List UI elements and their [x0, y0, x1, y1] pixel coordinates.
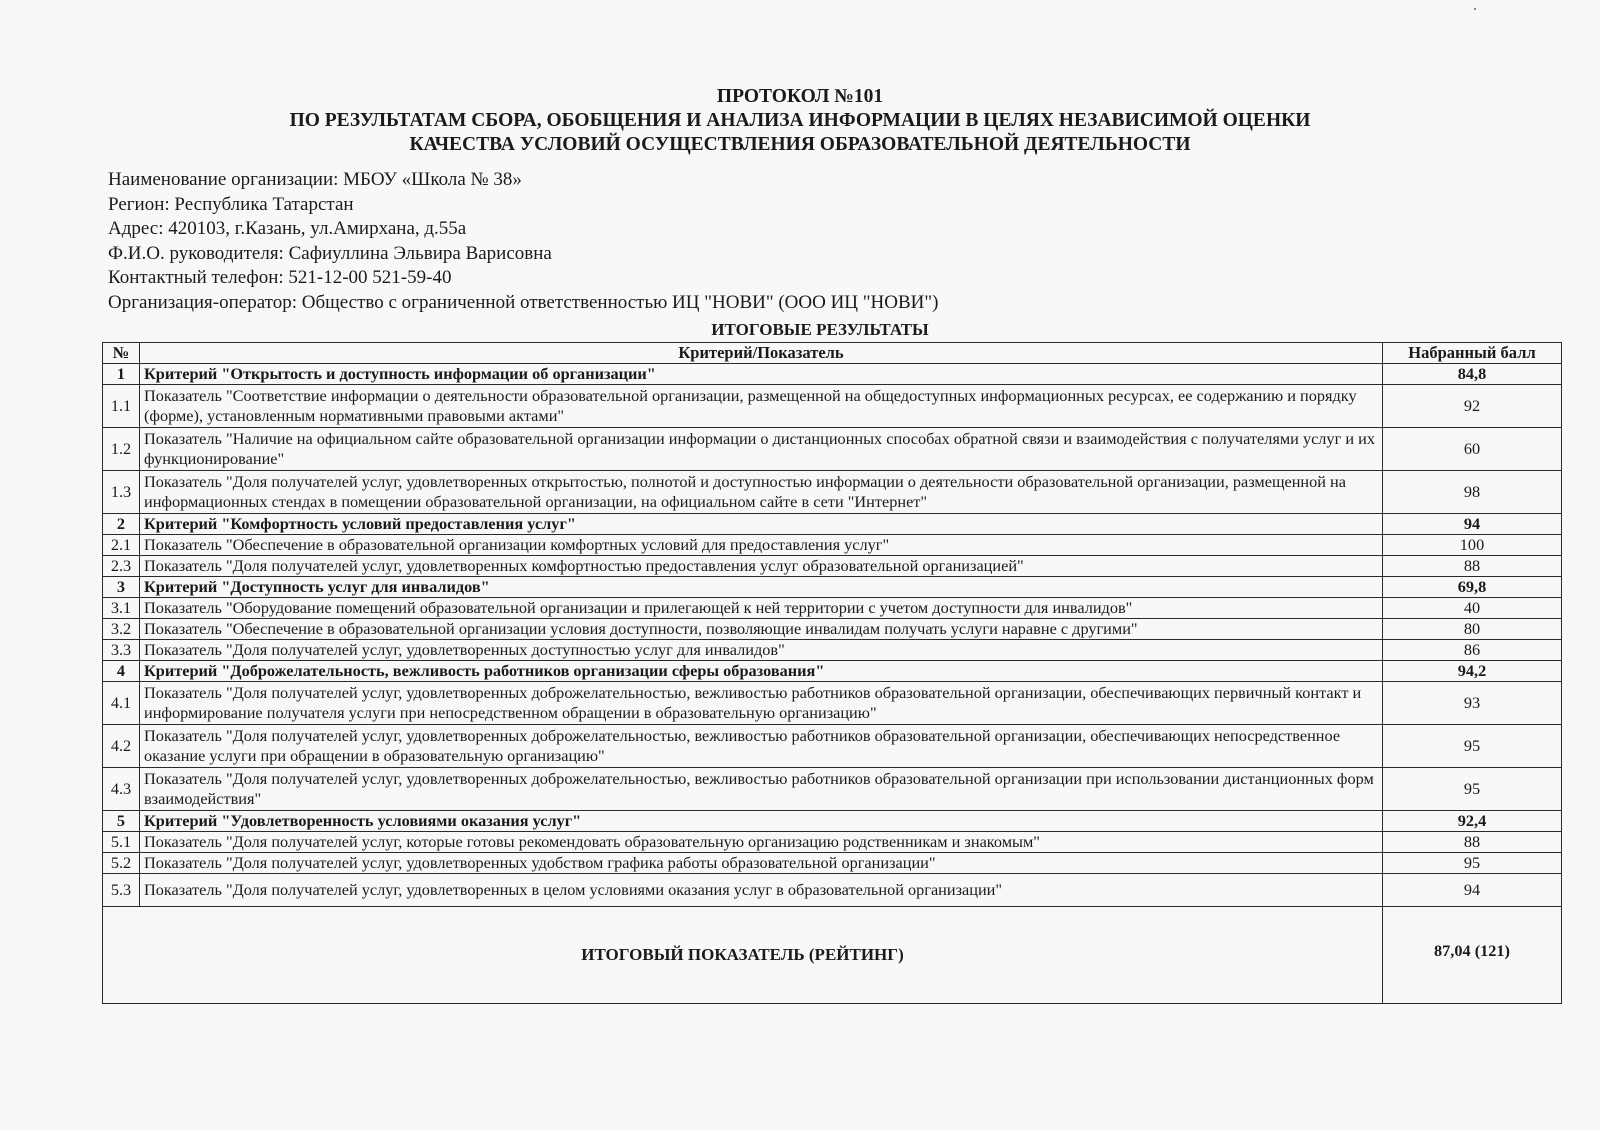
title-line-1: ПРОТОКОЛ №101: [716, 86, 884, 107]
row-score: 88: [1383, 832, 1562, 853]
row-score: 92,4: [1383, 811, 1562, 832]
final-rating-row: [103, 907, 1562, 1004]
row-score: 92: [1383, 385, 1562, 428]
row-score: 80: [1383, 619, 1562, 640]
row-text: Показатель "Доля получателей услуг, удовлетворенных комфортностью предоставления услуг образовательной организацией": [140, 556, 1383, 577]
row-text: Показатель "Соответствие информации о деятельности образовательной организации, размещенной на общедоступных информационных ресурсах, ее содержанию и порядку (форме), установленным нормативными правовыми актами": [140, 385, 1383, 428]
row-score: 95: [1383, 768, 1562, 811]
address: Адрес: 420103, г.Казань, ул.Амирхана, д.55а: [108, 218, 467, 239]
row-number: 4: [103, 661, 140, 682]
row-number: 1.2: [103, 428, 140, 471]
indicator-row: [103, 874, 1562, 907]
criterion-row: [103, 364, 1562, 385]
row-text: Показатель "Доля получателей услуг, удовлетворенных доброжелательностью, вежливостью работников образовательной организации, обеспечивающих непосредственное оказание услуги при обращении в образовательную организацию": [140, 725, 1383, 768]
final-rating-label: ИТОГОВЫЙ ПОКАЗАТЕЛЬ (РЕЙТИНГ): [103, 907, 1383, 1004]
row-text: Показатель "Доля получателей услуг, удовлетворенных доступностью услуг для инвалидов": [140, 640, 1383, 661]
row-text: Показатель "Доля получателей услуг, которые готовы рекомендовать образовательную организацию родственникам и знакомым": [140, 832, 1383, 853]
row-number: 2.1: [103, 535, 140, 556]
indicator-row: [103, 535, 1562, 556]
region: Регион: Республика Татарстан: [108, 193, 354, 215]
indicator-row: [103, 725, 1562, 768]
row-number: 1: [103, 364, 140, 385]
row-number: 4.1: [103, 682, 140, 725]
indicator-row: [103, 428, 1562, 471]
row-text: Показатель "Наличие на официальном сайте образовательной организации информации о дистанционных способах обратной связи и взаимодействия с получателями услуг и их функционирование": [140, 428, 1383, 471]
results-heading: ИТОГОВЫЕ РЕЗУЛЬТАТЫ: [711, 320, 929, 339]
criterion-row: [103, 577, 1562, 598]
operator-organization: Организация-оператор: Общество с ограниченной ответственностью ИЦ "НОВИ" (ООО ИЦ "НОВИ"): [108, 291, 939, 313]
row-text: Показатель "Доля получателей услуг, удовлетворенных открытостью, полнотой и доступностью информации о деятельности образовательной организации, размещенной на информационных стендах в помещении образовательной организации, на официальном сайте в сети "Интернет": [140, 471, 1383, 514]
row-number: 4.2: [103, 725, 140, 768]
row-score: 94: [1383, 874, 1562, 907]
row-score: 93: [1383, 682, 1562, 725]
organization-info: [108, 168, 938, 315]
table-header-row: [103, 343, 1562, 364]
row-number: 1.1: [103, 385, 140, 428]
column-header-number: №: [103, 343, 140, 364]
row-number: 3.1: [103, 598, 140, 619]
indicator-row: [103, 640, 1562, 661]
row-text: Показатель "Обеспечение в образовательной организации комфортных условий для предоставления услуг": [140, 535, 1383, 556]
row-text: Критерий "Комфортность условий предоставления услуг": [140, 514, 1383, 535]
indicator-row: [103, 853, 1562, 874]
row-score: 94,2: [1383, 661, 1562, 682]
criterion-row: [103, 514, 1562, 535]
row-score: 86: [1383, 640, 1562, 661]
document-title: [0, 85, 1600, 157]
row-number: 5.2: [103, 853, 140, 874]
organization-name: Наименование организации: МБОУ «Школа № 38»: [108, 169, 522, 190]
criterion-row: [103, 661, 1562, 682]
row-number: 5: [103, 811, 140, 832]
indicator-row: [103, 682, 1562, 725]
row-text: Критерий "Доступность услуг для инвалидов": [140, 577, 1383, 598]
criterion-row: [103, 811, 1562, 832]
row-score: 84,8: [1383, 364, 1562, 385]
row-text: Показатель "Доля получателей услуг, удовлетворенных в целом условиями оказания услуг в образовательной организации": [140, 874, 1383, 907]
title-line-3: КАЧЕСТВА УСЛОВИЙ ОСУЩЕСТВЛЕНИЯ ОБРАЗОВАТЕЛЬНОЙ ДЕЯТЕЛЬНОСТИ: [409, 134, 1191, 155]
indicator-row: [103, 385, 1562, 428]
row-score: 95: [1383, 725, 1562, 768]
row-number: 5.3: [103, 874, 140, 907]
row-score: 94: [1383, 514, 1562, 535]
row-score: 40: [1383, 598, 1562, 619]
row-text: Показатель "Доля получателей услуг, удовлетворенных удобством графика работы образовательной организации": [140, 853, 1383, 874]
indicator-row: [103, 768, 1562, 811]
row-score: 88: [1383, 556, 1562, 577]
row-score: 60: [1383, 428, 1562, 471]
contact-phone: Контактный телефон: 521-12-00 521-59-40: [108, 267, 452, 288]
column-header-score: Набранный балл: [1383, 343, 1562, 364]
row-score: 100: [1383, 535, 1562, 556]
row-number: 4.3: [103, 768, 140, 811]
row-text: Показатель "Доля получателей услуг, удовлетворенных доброжелательностью, вежливостью работников образовательной организации, обеспечивающих первичный контакт и информирование получателя услуги при непосредственном обращении в образовательную организацию": [140, 682, 1383, 725]
row-text: Критерий "Удовлетворенность условиями оказания услуг": [140, 811, 1383, 832]
row-number: 2: [103, 514, 140, 535]
indicator-row: [103, 619, 1562, 640]
indicator-row: [103, 598, 1562, 619]
row-text: Показатель "Доля получателей услуг, удовлетворенных доброжелательностью, вежливостью работников образовательной организации при использовании дистанционных форм взаимодействия": [140, 768, 1383, 811]
column-header-criterion: Критерий/Показатель: [140, 343, 1383, 364]
row-number: 3.2: [103, 619, 140, 640]
row-text: Критерий "Открытость и доступность информации об организации": [140, 364, 1383, 385]
row-number: 5.1: [103, 832, 140, 853]
row-score: 95: [1383, 853, 1562, 874]
row-text: Критерий "Доброжелательность, вежливость работников организации сферы образования": [140, 661, 1383, 682]
row-number: 3.3: [103, 640, 140, 661]
row-text: Показатель "Обеспечение в образовательной организации условия доступности, позволяющие инвалидам получать услуги наравне с другими": [140, 619, 1383, 640]
row-text: Показатель "Оборудование помещений образовательной организации и прилегающей к ней территории с учетом доступности для инвалидов": [140, 598, 1383, 619]
row-score: 98: [1383, 471, 1562, 514]
row-number: 3: [103, 577, 140, 598]
indicator-row: [103, 832, 1562, 853]
final-rating-score: 87,04 (121): [1383, 907, 1562, 1004]
row-score: 69,8: [1383, 577, 1562, 598]
indicator-row: [103, 556, 1562, 577]
indicator-row: [103, 471, 1562, 514]
title-line-2: ПО РЕЗУЛЬТАТАМ СБОРА, ОБОБЩЕНИЯ И АНАЛИЗА ИНФОРМАЦИИ В ЦЕЛЯХ НЕЗАВИСИМОЙ ОЦЕНКИ: [289, 110, 1311, 131]
row-number: 2.3: [103, 556, 140, 577]
scan-speck: [1474, 8, 1476, 10]
results-table: [102, 342, 1562, 1004]
head-name: Ф.И.О. руководителя: Сафиуллина Эльвира Варисовна: [108, 242, 552, 264]
row-number: 1.3: [103, 471, 140, 514]
